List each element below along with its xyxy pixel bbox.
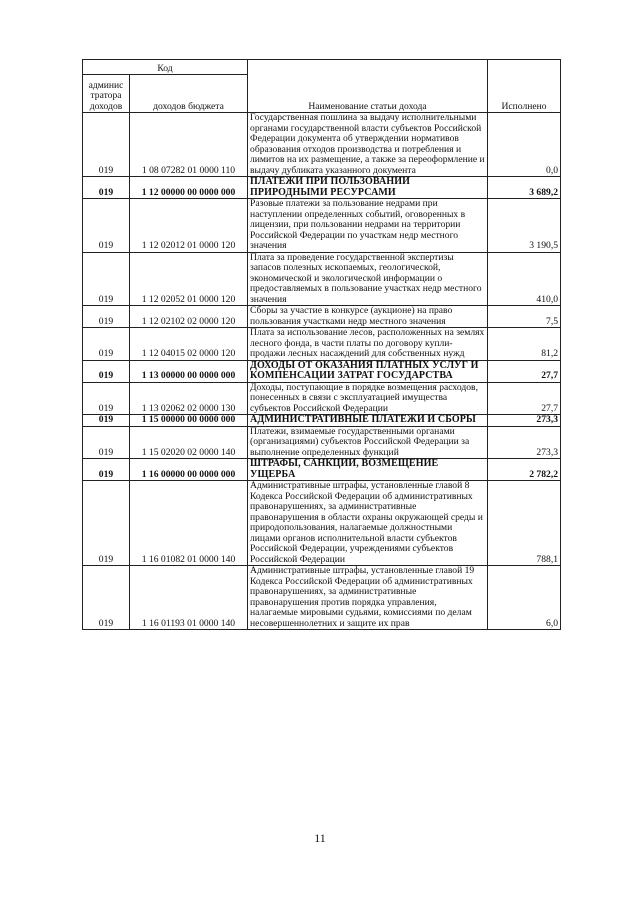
admin-code-cell: 019: [83, 426, 130, 459]
revenue-name-cell: ДОХОДЫ ОТ ОКАЗАНИЯ ПЛАТНЫХ УСЛУГ И КОМПЕНСАЦИИ ЗАТРАТ ГОСУДАРСТВА: [248, 360, 488, 382]
revenue-name-cell: Административные штрафы, установленные главой 8 Кодекса Российской Федерации об административных правонарушениях, за административные правонарушения в области охраны окружающей среды и природопользования, налагаемые должностными лицами органов исполнительной власти субъектов Российской Федерации, учреждениями субъектов Российской Федерации: [248, 481, 488, 566]
table-body: [83, 113, 561, 630]
name-column-header: Наименование статьи дохода: [248, 60, 488, 113]
table-row: [83, 382, 561, 415]
budget-code-cell: 1 15 00000 00 0000 000: [130, 415, 248, 427]
revenue-name-cell: ПЛАТЕЖИ ПРИ ПОЛЬЗОВАНИИ ПРИРОДНЫМИ РЕСУРСАМИ: [248, 177, 488, 199]
table-row: [83, 566, 561, 630]
executed-amount-cell: 3 190,5: [488, 199, 561, 253]
table-row: [83, 481, 561, 566]
revenue-name-cell: ШТРАФЫ, САНКЦИИ, ВОЗМЕЩЕНИЕ УЩЕРБА: [248, 459, 488, 481]
table-row: [83, 306, 561, 328]
budget-code-cell: 1 13 02062 02 0000 130: [130, 382, 248, 415]
table-row: [83, 199, 561, 253]
revenue-name-cell: Плата за использование лесов, расположенных на землях лесного фонда, в части платы по договору купли-продажи лесных насаждений для собственных нужд: [248, 328, 488, 361]
executed-amount-cell: 6,0: [488, 566, 561, 630]
admin-code-cell: 019: [83, 328, 130, 361]
revenue-name-cell: Государственная пошлина за выдачу исполнительными органами государственной власти субъектов Российской Федерации документа об утверждении нормативов образования отходов производства и потребления и лимитов на их размещение, а также за переоформление и выдачу дубликата указанного документа: [248, 113, 488, 177]
budget-code-cell: 1 12 04015 02 0000 120: [130, 328, 248, 361]
budget-code-cell: 1 13 00000 00 0000 000: [130, 360, 248, 382]
executed-amount-cell: 788,1: [488, 481, 561, 566]
table-row: [83, 459, 561, 481]
header-row-top: [83, 60, 561, 75]
admin-column-header: админис тратора доходов: [83, 75, 130, 113]
table-row: [83, 328, 561, 361]
admin-code-cell: 019: [83, 481, 130, 566]
admin-code-cell: 019: [83, 566, 130, 630]
admin-code-cell: 019: [83, 199, 130, 253]
table-row: [83, 252, 561, 306]
budget-code-cell: 1 12 02052 01 0000 120: [130, 252, 248, 306]
table-row: [83, 360, 561, 382]
executed-amount-cell: 27,7: [488, 382, 561, 415]
executed-amount-cell: 27,7: [488, 360, 561, 382]
budget-code-cell: 1 16 01193 01 0000 140: [130, 566, 248, 630]
table-row: [83, 415, 561, 427]
budget-code-cell: 1 12 02102 02 0000 120: [130, 306, 248, 328]
admin-code-cell: 019: [83, 252, 130, 306]
budget-code-cell: 1 08 07282 01 0000 110: [130, 113, 248, 177]
executed-amount-cell: 7,5: [488, 306, 561, 328]
admin-code-cell: 019: [83, 459, 130, 481]
executed-amount-cell: 273,3: [488, 426, 561, 459]
revenue-name-cell: Плата за проведение государственной экспертизы запасов полезных ископаемых, геологической, экономической и экологической информации о предоставляемых в пользование участках недр местного значения: [248, 252, 488, 306]
budget-code-cell: 1 16 00000 00 0000 000: [130, 459, 248, 481]
executed-amount-cell: 2 782,2: [488, 459, 561, 481]
revenue-name-cell: Доходы, поступающие в порядке возмещения расходов, понесенных в связи с эксплуатацией имущества субъектов Российской Федерации: [248, 382, 488, 415]
budget-code-cell: 1 12 02012 01 0000 120: [130, 199, 248, 253]
revenue-name-cell: Платежи, взимаемые государственными органами (организациями) субъектов Российской Федерации за выполнение определенных функций: [248, 426, 488, 459]
page-number: 11: [314, 831, 326, 845]
admin-code-cell: 019: [83, 382, 130, 415]
admin-code-cell: 019: [83, 113, 130, 177]
admin-code-cell: 019: [83, 360, 130, 382]
revenue-table: [82, 59, 561, 630]
executed-amount-cell: 410,0: [488, 252, 561, 306]
revenue-name-cell: Разовые платежи за пользование недрами при наступлении определенных событий, оговоренных в лицензии, при пользовании недрами на территории Российской Федерации по участкам недр местного значения: [248, 199, 488, 253]
budget-code-cell: 1 12 00000 00 0000 000: [130, 177, 248, 199]
table-row: [83, 426, 561, 459]
budget-column-header: доходов бюджета: [130, 75, 248, 113]
admin-code-cell: 019: [83, 177, 130, 199]
executed-amount-cell: 273,3: [488, 415, 561, 427]
executed-amount-cell: 0,0: [488, 113, 561, 177]
budget-code-cell: 1 16 01082 01 0000 140: [130, 481, 248, 566]
code-group-header: Код: [83, 60, 248, 75]
admin-code-cell: 019: [83, 306, 130, 328]
sum-column-header: Исполнено: [488, 60, 561, 113]
table-row: [83, 177, 561, 199]
executed-amount-cell: 81,2: [488, 328, 561, 361]
admin-code-cell: 019: [83, 415, 130, 427]
revenue-name-cell: Административные штрафы, установленные главой 19 Кодекса Российской Федерации об административных правонарушениях, за административные правонарушения против порядка управления, налагаемые мировыми судьями, комиссиями по делам несовершеннолетних и защите их прав: [248, 566, 488, 630]
executed-amount-cell: 3 689,2: [488, 177, 561, 199]
table-row: [83, 113, 561, 177]
revenue-name-cell: Сборы за участие в конкурсе (аукционе) на право пользования участками недр местного значения: [248, 306, 488, 328]
budget-code-cell: 1 15 02020 02 0000 140: [130, 426, 248, 459]
revenue-name-cell: АДМИНИСТРАТИВНЫЕ ПЛАТЕЖИ И СБОРЫ: [248, 415, 488, 427]
